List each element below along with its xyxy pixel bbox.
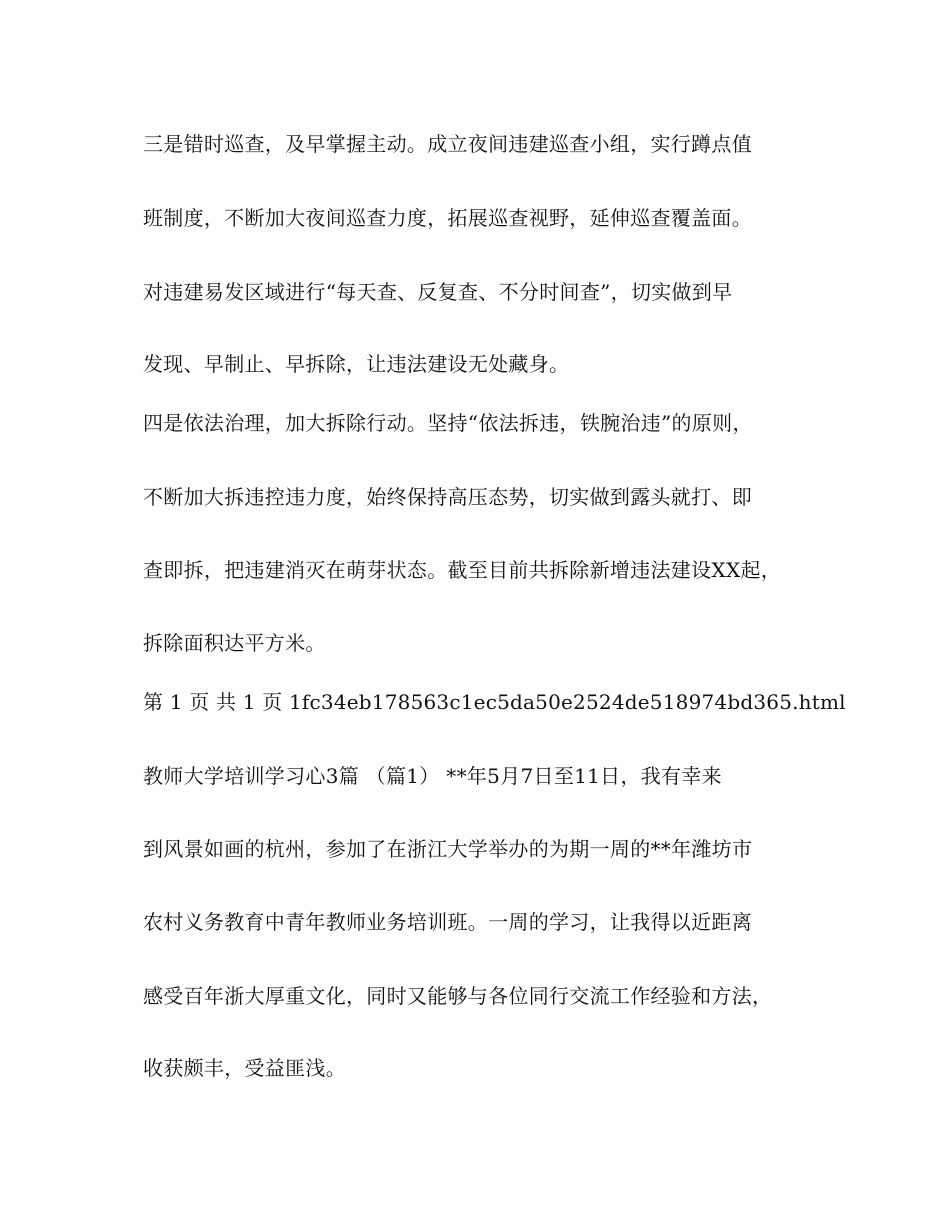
paragraph-line: 感受百年浙大厚重文化，同时又能够与各位同行交流工作经验和方法， <box>143 984 773 1008</box>
paragraph-line: 对违建易发区域进行“每天查、反复查、不分时间查”，切实做到早 <box>143 280 733 304</box>
paragraph-line: 四是依法治理，加大拆除行动。坚持“依法拆违，铁腕治违”的原则， <box>143 411 753 435</box>
paragraph-line: 到风景如画的杭州，参加了在浙江大学举办的为期一周的**年潍坊市 <box>143 837 753 861</box>
paragraph-line: 查即拆，把违建消灭在萌芽状态。截至目前共拆除新增违法建设XX起， <box>143 558 782 582</box>
paragraph-line: 农村义务教育中青年教师业务培训班。一周的学习，让我得以近距离 <box>143 910 752 934</box>
paragraph-line: 发现、早制止、早拆除，让违法建设无处藏身。 <box>143 352 570 376</box>
paragraph-line: 教师大学培训学习心3篇 （篇1） **年5月7日至11日，我有幸来 <box>143 764 722 788</box>
paragraph-line: 不断加大拆违控违力度，始终保持高压态势，切实做到露头就打、即 <box>143 485 752 509</box>
paragraph-line: 三是错时巡查，及早掌握主动。成立夜间违建巡查小组，实行蹲点值 <box>143 132 752 156</box>
paragraph-line: 拆除面积达平方米。 <box>143 631 326 655</box>
page-footer-line: 第 1 页 共 1 页 1fc34eb178563c1ec5da50e2524de518974bd365.html <box>143 690 846 714</box>
paragraph-line: 收获颇丰，受益匪浅。 <box>143 1056 346 1080</box>
paragraph-line: 班制度，不断加大夜间巡查力度，拓展巡查视野，延伸巡查覆盖面。 <box>143 206 752 230</box>
